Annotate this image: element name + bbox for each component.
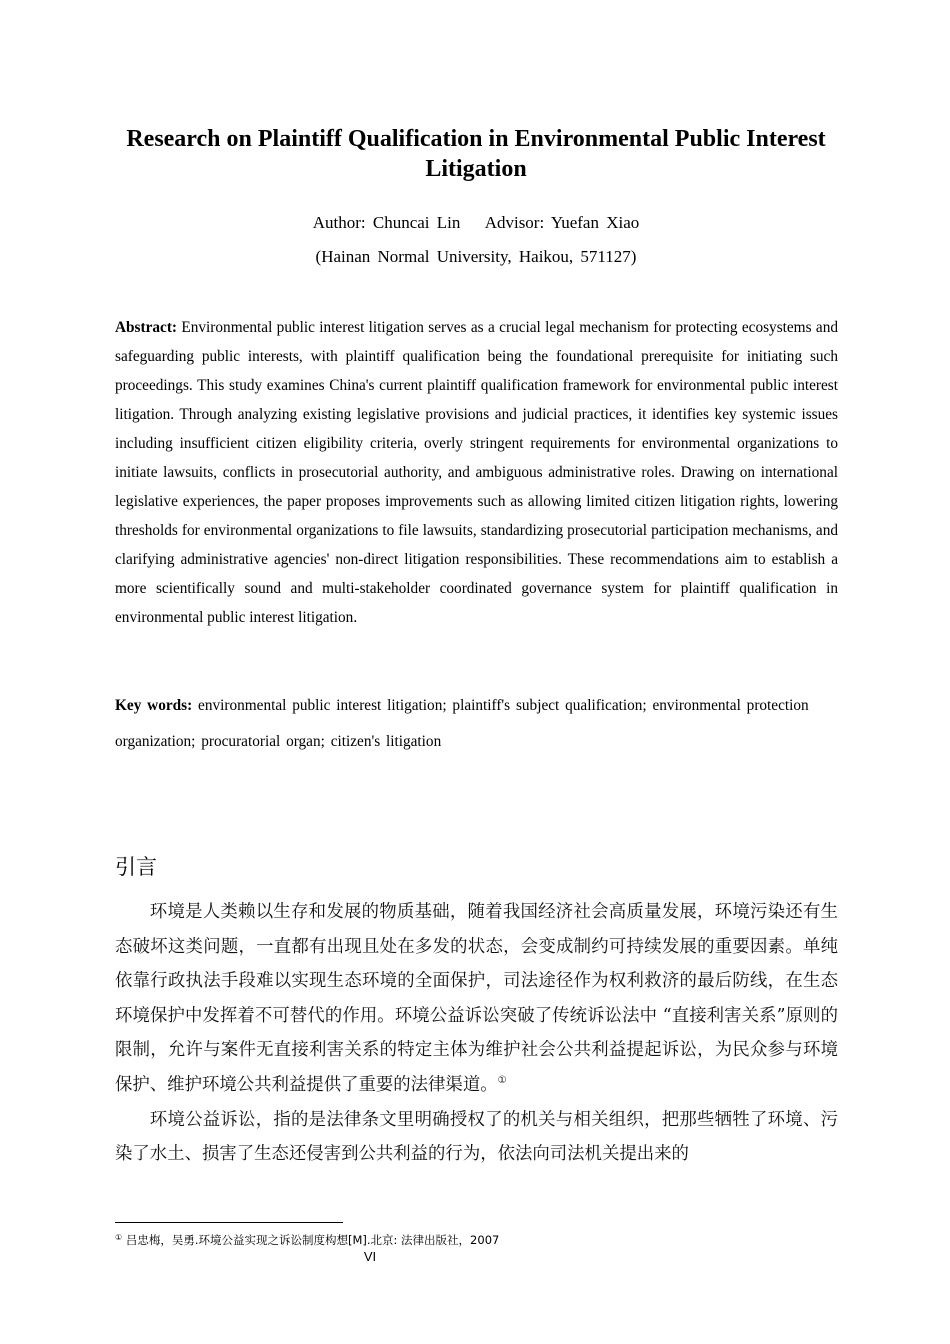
advisor-name: Yuefan Xiao (550, 213, 640, 232)
affiliation: (Hainan Normal University, Haikou, 571127) (315, 247, 637, 266)
footnote-divider (115, 1222, 343, 1223)
paragraph (115, 895, 838, 1103)
abstract-text: Environmental public interest litigation serves as a crucial legal mechanism for protecting ecosystems and safeguarding public interests, with plaintiff qualification being the foundational prerequisite for initiating such proceedings. This study examines China's current plaintiff qualification framework for environmental public interest litigation. Through analyzing existing legislative provisions and judicial practices, it identifies key systemic issues including insufficient citizen eligibility criteria, overly stringent requirements for environmental organizations to initiate lawsuits, conflicts in prosecutorial authority, and ambiguous administrative roles. Drawing on international legislative experiences, the paper proposes improvements such as allowing limited citizen litigation rights, lowering thresholds for environmental organizations to file lawsuits, standardizing prosecutorial participation mechanisms, and clarifying administrative agencies' non-direct litigation responsibilities. These recommendations aim to establish a more scientifically sound and multi-stakeholder coordinated governance system for plaintiff qualification in environmental public interest litigation. (115, 319, 838, 626)
footnote-mark: ① (115, 1233, 123, 1242)
keywords-label: Key words: (115, 697, 193, 714)
footnote-ref[interactable]: ① (497, 1074, 507, 1086)
author-line (115, 213, 837, 233)
author-name: Chuncai Lin (372, 213, 461, 232)
advisor-label: Advisor: (484, 213, 545, 232)
paragraph-text: 环境是人类赖以生存和发展的物质基础，随着我国经济社会高质量发展，环境污染还有生态破坏这类问题，一直都有出现且处在多发的状态，会变成制约可持续发展的重要因素。单纯依靠行政执法手段难以实现生态环境的全面保护，司法途径作为权利救济的最后防线，在生态环境保护中发挥着不可替代的作用。环境公益诉讼突破了传统诉讼法中 “直接利害关系”原则的限制，允许与案件无直接利害关系的特定主体为维护社会公共利益提起诉讼，为民众参与环境保护、维护环境公共利益提供了重要的法律渠道。 (115, 902, 838, 1095)
abstract (115, 313, 838, 632)
author-label: Author: (312, 213, 366, 232)
body-text (115, 895, 838, 1172)
paper-title: Research on Plaintiff Qualification in Environmental Public Interest Litigation (126, 126, 826, 182)
paragraph (115, 1103, 838, 1172)
paragraph-text: 环境公益诉讼，指的是法律条文里明确授权了的机关与相关组织，把那些牺牲了环境、污染了水土、损害了生态还侵害到公共利益的行为，依法向司法机关提出来的 (115, 1109, 838, 1165)
page-number: VI (363, 1249, 377, 1264)
keywords (115, 688, 838, 760)
abstract-label: Abstract: (115, 319, 178, 336)
keywords-text: environmental public interest litigation; plaintiff's subject qualification; environmental protection organization; procuratorial organ; citizen's litigation (115, 697, 809, 750)
section-heading: 引言 (115, 855, 157, 879)
footnote (115, 1232, 499, 1248)
footnote-text: 吕忠梅，吴勇.环境公益实现之诉讼制度构想[M].北京: 法律出版社，2007 (125, 1233, 500, 1247)
